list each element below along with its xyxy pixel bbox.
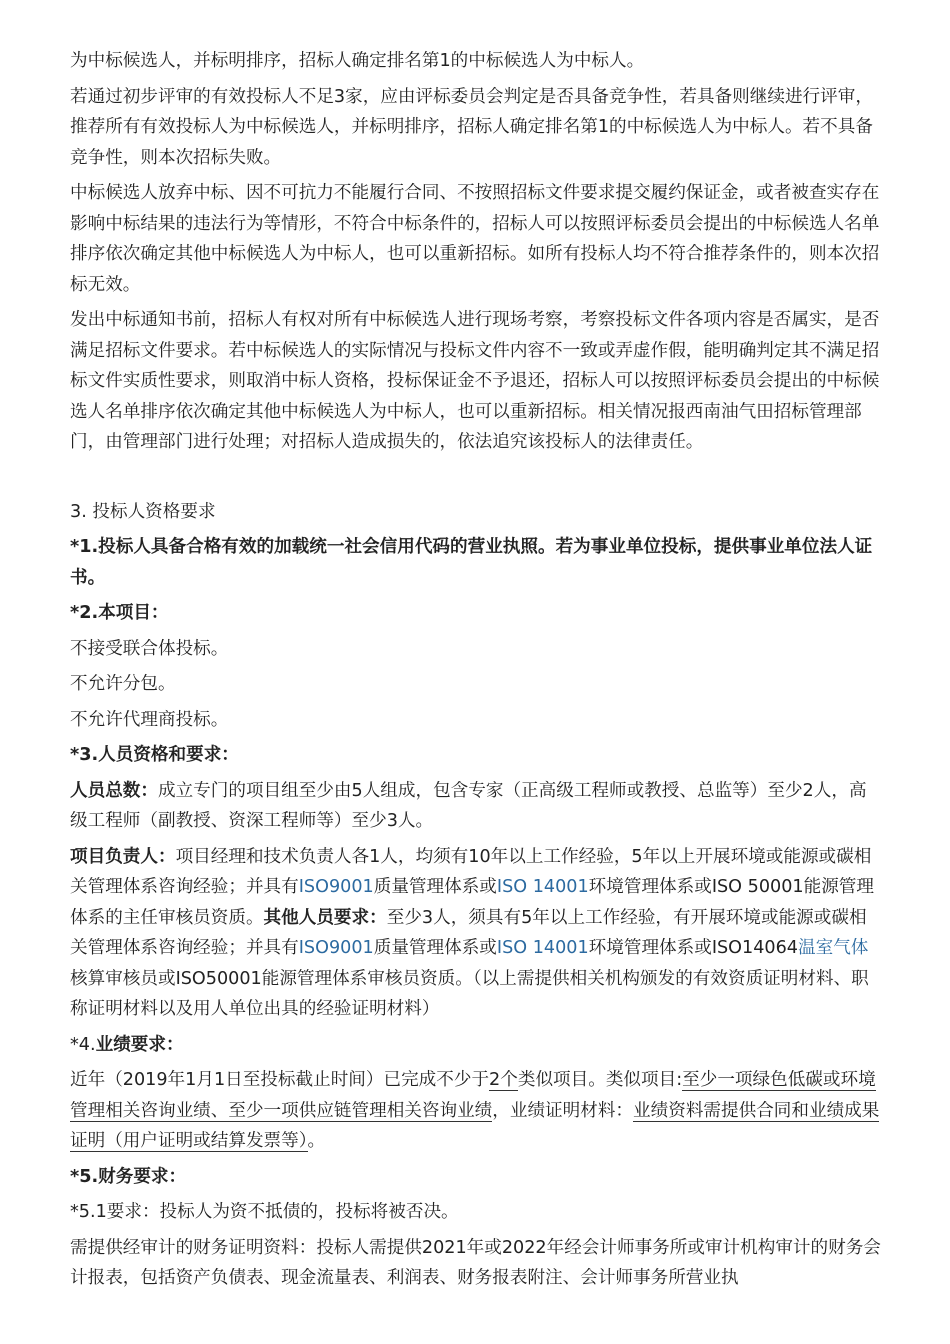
- other-staff-text-2: 质量管理体系或: [373, 938, 497, 958]
- requirement-personnel-heading: *3.人员资格和要求：: [70, 745, 239, 765]
- other-staff-label: 其他人员要求：: [263, 907, 387, 928]
- performance-proof-materials: 业绩资料需提供合同和业绩成果证明（用户证明或结算发票等）: [70, 1100, 880, 1151]
- performance-text-1: 近年（2019年1月1日至投标截止时间）已完成不少于: [70, 1070, 490, 1090]
- requirement-project-heading: *2.本项目：: [70, 603, 169, 623]
- performance-count: 2个: [489, 1070, 518, 1090]
- performance-text-3: ，业绩证明材料：: [492, 1100, 634, 1121]
- other-staff-text-3: 环境管理体系或ISO14064: [588, 938, 799, 958]
- iso14001-link[interactable]: ISO 14001: [496, 938, 589, 958]
- requirement-business-license: *1.投标人具备合格有效的加载统一社会信用代码的营业执照。若为事业单位投标，提供事业单位法人证书。: [70, 537, 873, 588]
- finance-requirement-5-1: *5.1要求：投标人为资不抵债的，投标将被否决。: [70, 1202, 459, 1222]
- greenhouse-gas-link[interactable]: 温室气体: [798, 938, 869, 958]
- section-spacer: [70, 463, 882, 497]
- other-staff-text-1: 至少3人，须具有5年以上工作经验，有开展环境或能源或碳相关管理体系咨询经验；并具有: [70, 907, 867, 958]
- paragraph-performance: [70, 1065, 882, 1157]
- document-page: [70, 46, 882, 1299]
- paragraph-ranking: 为中标候选人，并标明排序，招标人确定排名第1的中标候选人为中标人。: [70, 51, 645, 71]
- performance-text-2: 类似项目。类似项目:: [517, 1070, 683, 1090]
- paragraph-site-inspection: 发出中标通知书前，招标人有权对所有中标候选人进行现场考察，考察投标文件各项内容是否属实，是否满足招标文件要求。若中标候选人的实际情况与投标文件内容不一致或弄虚作假，能明确判定其不满足招标文件实质性要求，则取消中标人资格，投标保证金不予退还，招标人可以按照评标委员会提出的中标候选人名单排序依次确定其他中标候选人为中标人，也可以重新招标。相关情况报西南油气田招标管理部门，由管理部门进行处理；对招标人造成损失的，依法追究该投标人的法律责任。: [70, 310, 880, 452]
- paragraph-candidate-waiver: 中标候选人放弃中标、因不可抗力不能履行合同、不按照招标文件要求提交履约保证金，或者被查实存在影响中标结果的违法行为等情形，不符合中标条件的，招标人可以按照评标委员会提出的中标候选人名单排序依次确定其他中标候选人为中标人，也可以重新招标。如所有投标人均不符合推荐条件的，则本次招标无效。: [70, 183, 880, 295]
- requirement-no-subcontract: 不允许分包。: [70, 674, 176, 694]
- performance-heading-label: 业绩要求：: [95, 1034, 184, 1055]
- requirement-no-consortium: 不接受联合体投标。: [70, 638, 229, 659]
- staff-total-label: 人员总数：: [70, 780, 158, 801]
- other-staff-text-4: 核算审核员或ISO50001能源管理体系审核员资质。（以上需提供相关机构颁发的有效资质证明材料、职称证明材料以及用人单位出具的经验证明材料）: [70, 968, 869, 1019]
- performance-text-4: 。: [307, 1131, 326, 1151]
- iso9001-link[interactable]: ISO9001: [298, 938, 374, 958]
- leader-text-2: 质量管理体系或: [373, 877, 497, 897]
- requirement-finance-heading: *5.财务要求：: [70, 1166, 187, 1187]
- performance-prefix: *4.: [70, 1034, 96, 1055]
- leader-label: 项目负责人：: [70, 846, 176, 867]
- paragraph-insufficient-bidders: 若通过初步评审的有效投标人不足3家，应由评标委员会判定是否具备竞争性，若具备则继续进行评审，推荐所有有效投标人为中标候选人，并标明排序，招标人确定排名第1的中标候选人为中标人。若不具备竞争性，则本次招标失败。: [70, 86, 873, 168]
- performance-similar-projects: 至少一项绿色低碳或环境管理相关咨询业绩、至少一项供应链管理相关咨询业绩: [70, 1070, 876, 1121]
- iso9001-link[interactable]: ISO9001: [298, 877, 374, 897]
- leader-text-1: 项目经理和技术负责人各1人，均须有10年以上工作经验，5年以上开展环境或能源或碳相关管理体系咨询经验；并具有: [70, 846, 872, 897]
- paragraph-project-leader: [70, 842, 882, 1025]
- requirement-performance-heading: [70, 1030, 882, 1061]
- iso14001-link[interactable]: ISO 14001: [496, 877, 589, 897]
- leader-text-3: 环境管理体系或ISO 50001能源管理体系的主任审核员资质。: [70, 877, 874, 928]
- section-heading-qualifications: 3. 投标人资格要求: [70, 501, 216, 522]
- staff-total-text: 成立专门的项目组至少由5人组成，包含专家（正高级工程师或教授、总监等）至少2人，高级工程师（副教授、资深工程师等）至少3人。: [70, 780, 867, 831]
- paragraph-finance-audit: 需提供经审计的财务证明资料：投标人需提供2021年或2022年经会计师事务所或审计机构审计的财务会计报表，包括资产负债表、现金流量表、利润表、财务报表附注、会计师事务所营业执: [70, 1237, 881, 1288]
- paragraph-staff-total: [70, 776, 882, 837]
- requirement-no-agent: 不允许代理商投标。: [70, 709, 229, 730]
